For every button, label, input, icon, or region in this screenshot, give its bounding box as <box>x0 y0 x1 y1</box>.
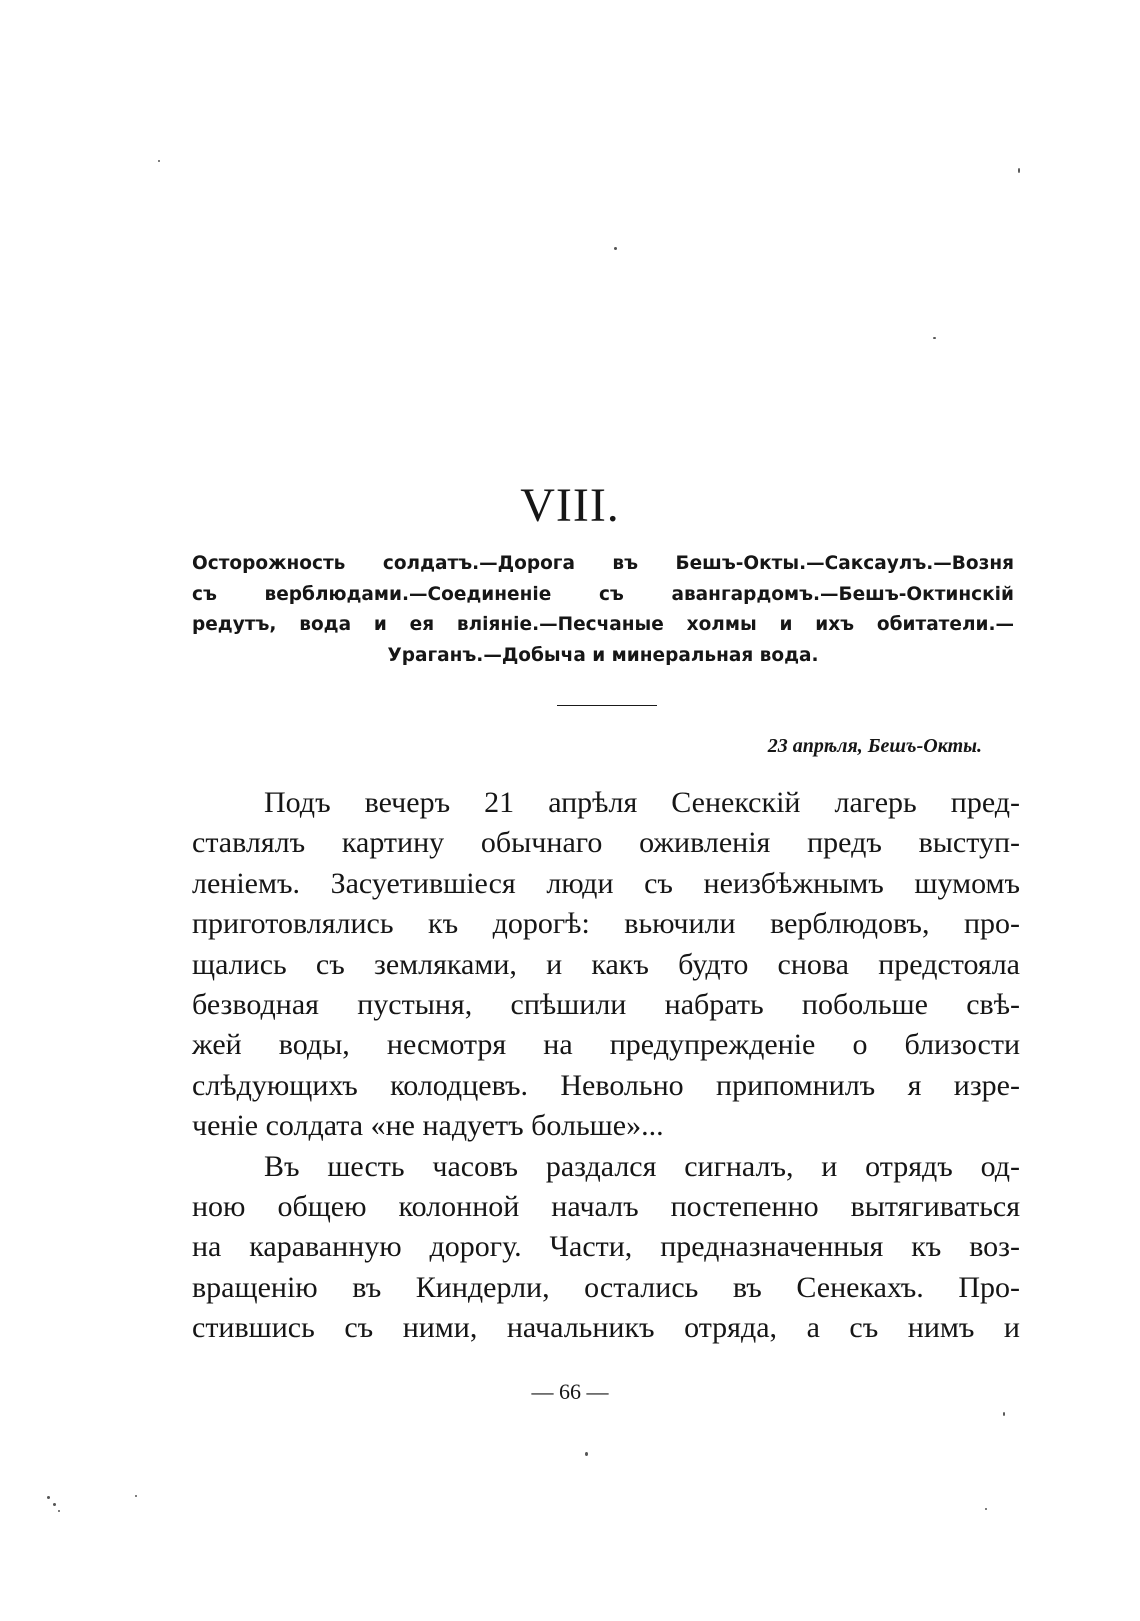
paragraph <box>192 1147 1020 1349</box>
dateline: 23 апрѣля, Бешъ-Окты. <box>767 735 982 757</box>
chapter-number: VIII. <box>520 479 620 532</box>
text-line: приготовлялись къ дорогѣ: вьючили верблюдовъ, про- <box>192 907 1020 941</box>
text-line: слѣдующихъ колодцевъ. Невольно припомнилъ я изре- <box>192 1068 1020 1102</box>
chapter-summary <box>192 549 1014 671</box>
scan-speck <box>1018 168 1020 173</box>
text-line: Въ шесть часовъ раздался сигналъ, и отрядъ од- <box>264 1149 1020 1183</box>
text-line: на караванную дорогу. Части, предназначенныя къ воз- <box>192 1230 1020 1264</box>
text-line: Подъ вечеръ 21 апрѣля Сенекскій лагерь пред- <box>264 786 1020 819</box>
text-line: стившись съ ними, начальникъ отряда, а съ нимъ и <box>192 1311 1020 1345</box>
body-text <box>192 783 1020 1349</box>
text-line: леніемъ. Засуетившіеся люди съ неизбѣжнымъ шумомъ <box>192 866 1020 900</box>
summary-line: Ураганъ.—Добыча и минеральная вода. <box>387 644 819 666</box>
summary-line: съ верблюдами.—Соединеніе съ авангардомъ.—Бешъ-Октинскій <box>192 583 1014 605</box>
scan-speck <box>985 1508 987 1510</box>
page-number: — 66 — <box>531 1379 609 1404</box>
text-line: ною общею колонной началъ постепенно вытягиваться <box>192 1190 1020 1224</box>
text-line: ставлялъ картину обычнаго оживленія предъ выступ- <box>192 826 1020 860</box>
scan-speck <box>47 1496 50 1499</box>
summary-line: Осторожность солдатъ.—Дорога въ Бешъ-Окты.—Саксаулъ.—Возня <box>192 553 1014 574</box>
summary-line: редутъ, вода и ея вліяніе.—Песчаные холмы и ихъ обитатели.— <box>192 614 1014 635</box>
text-line: вращенію въ Киндерли, остались въ Сенекахъ. Про- <box>192 1270 1020 1304</box>
scan-speck <box>933 337 936 339</box>
text-line: жей воды, несмотря на предупрежденіе о близости <box>192 1028 1020 1062</box>
paragraph <box>192 783 1020 1147</box>
text-line: ченіе солдата «не надуетъ больше»... <box>192 1109 664 1143</box>
text-line: безводная пустыня, спѣшили набрать побольше свѣ- <box>192 988 1020 1022</box>
scan-speck <box>135 1495 137 1497</box>
section-divider <box>557 705 657 706</box>
scan-speck <box>614 247 617 250</box>
scan-speck <box>158 160 160 162</box>
text-line: щались съ земляками, и какъ будто снова предстояла <box>192 947 1020 981</box>
scan-speck <box>1003 1412 1005 1416</box>
scan-speck <box>53 1503 56 1506</box>
scan-speck <box>585 1452 588 1456</box>
scan-speck <box>58 1510 60 1512</box>
